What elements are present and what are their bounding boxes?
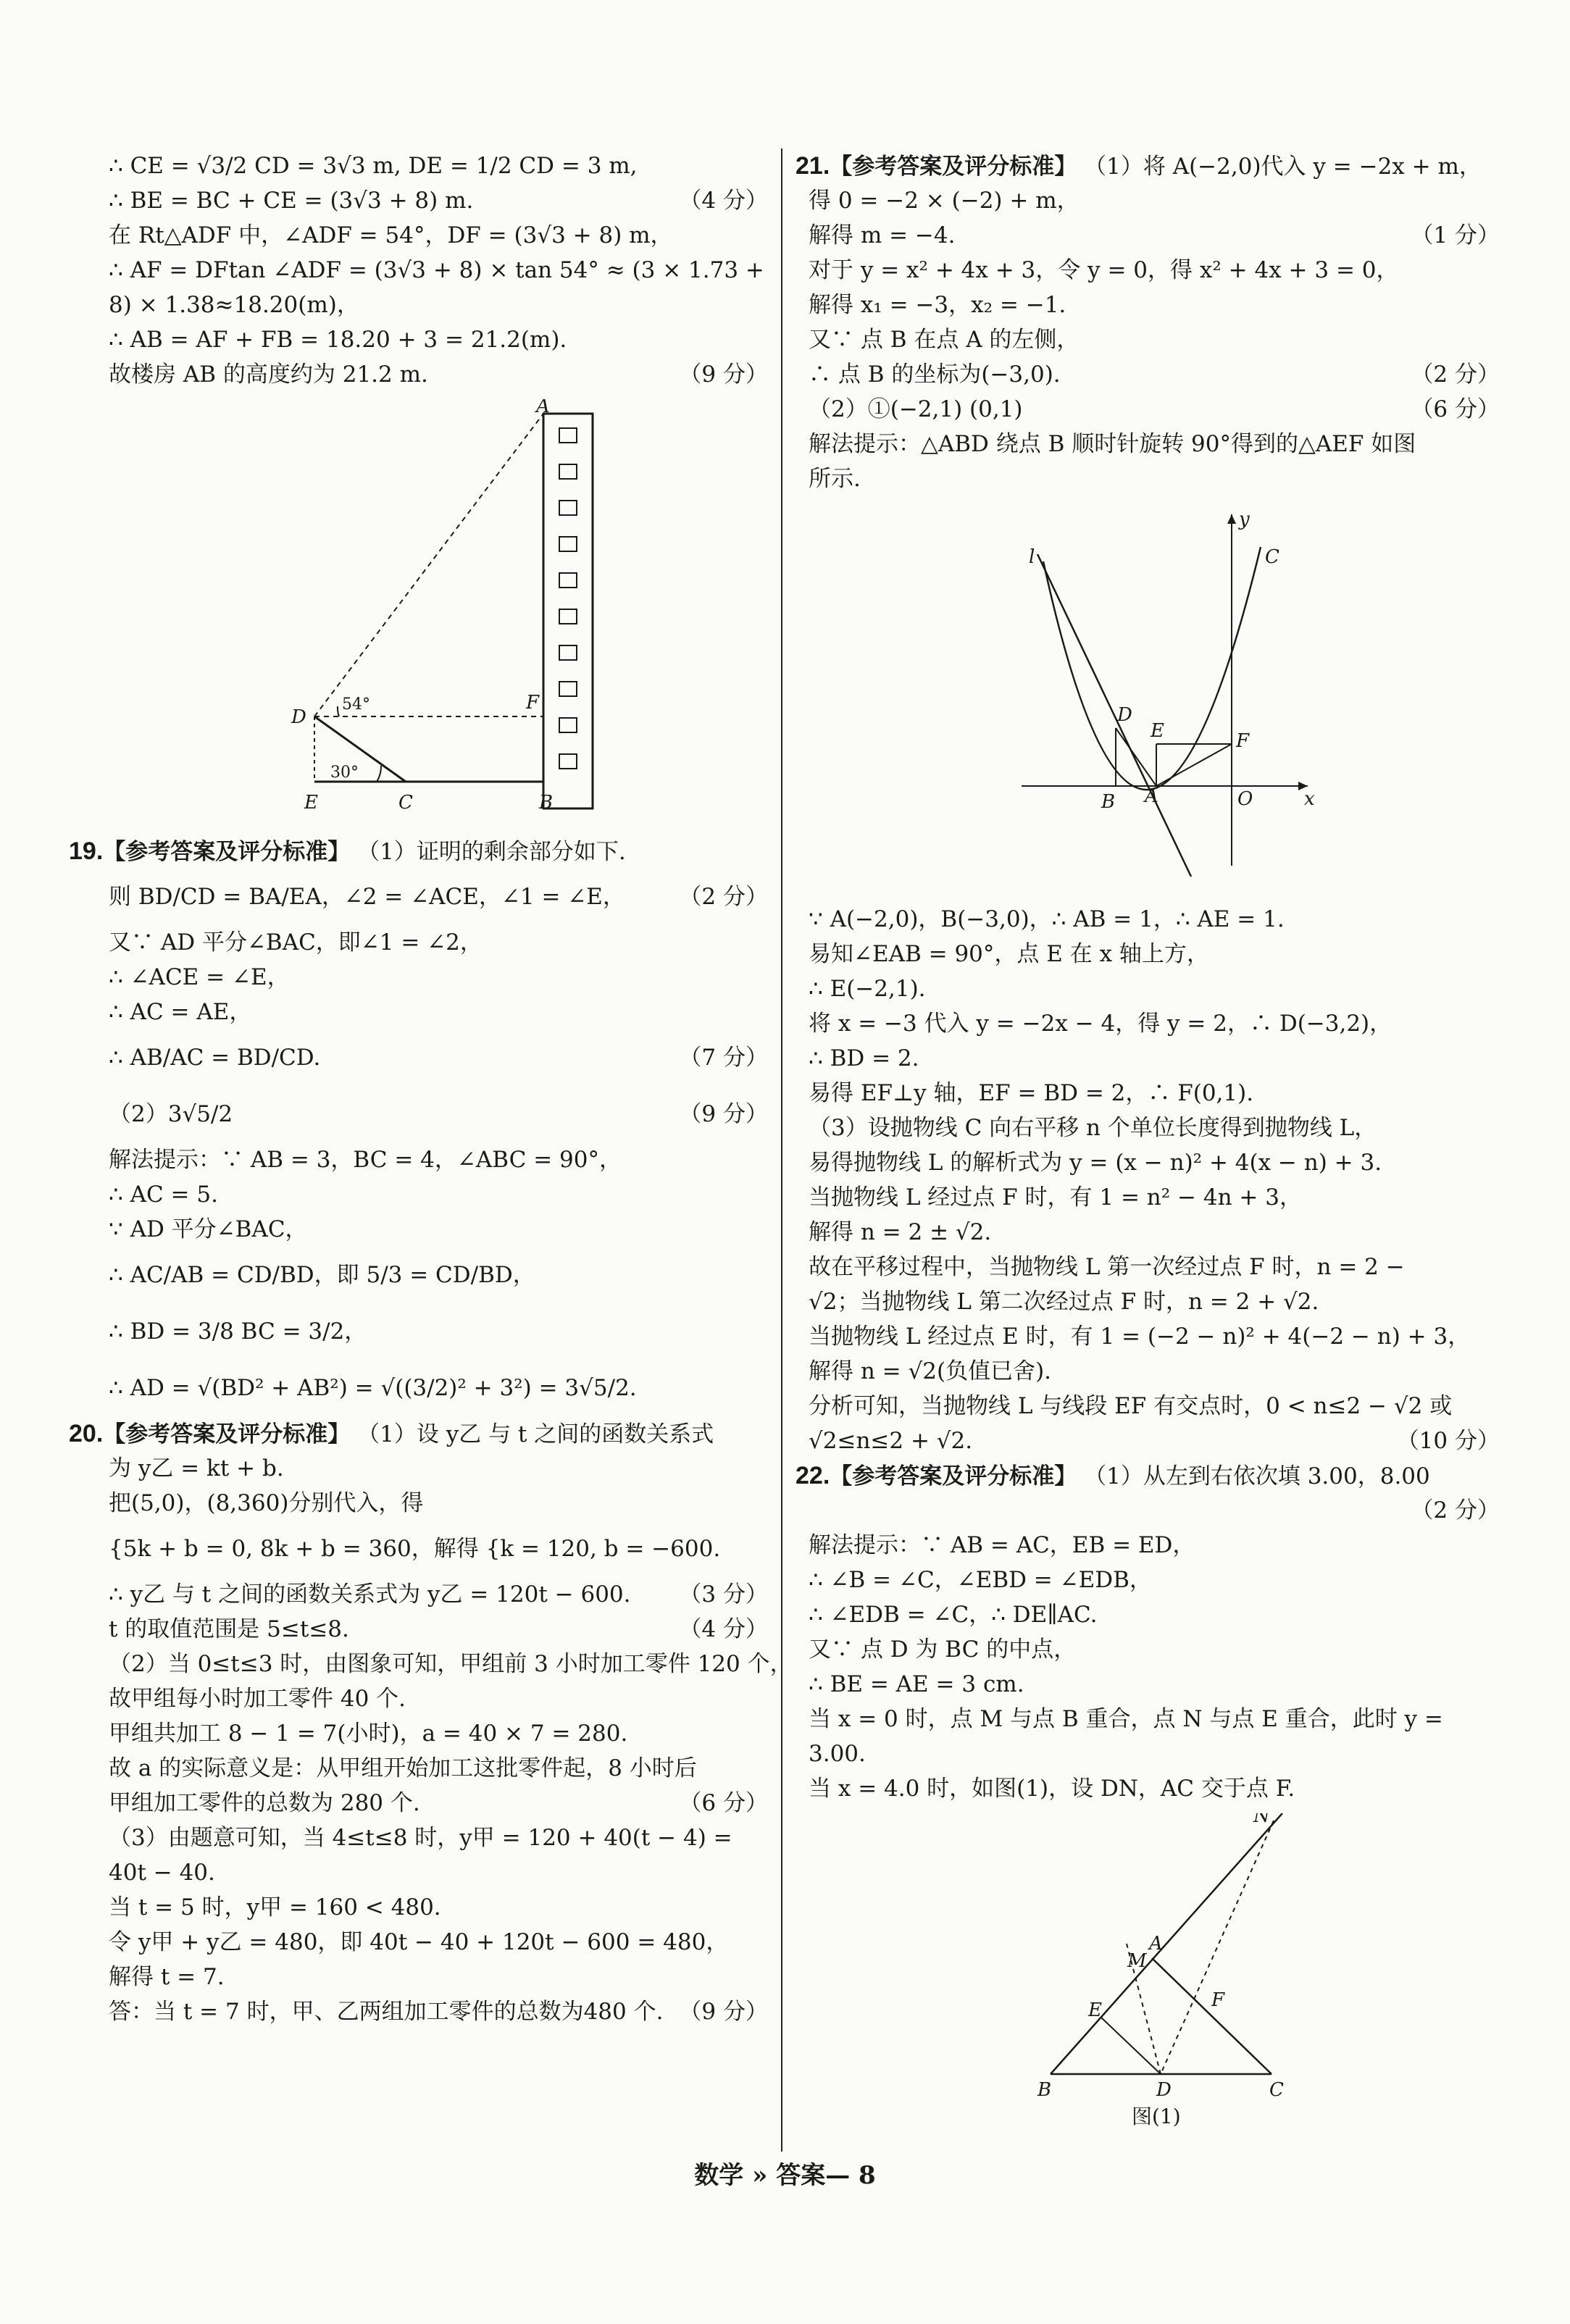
q21-line: 解得 n = 2 ± √2. <box>809 1219 992 1245</box>
q21-line: （3）设抛物线 C 向右平移 n 个单位长度得到抛物线 L， <box>809 1115 1377 1141</box>
axis-label-x: x <box>1304 788 1315 810</box>
point-label-C: C <box>1269 2079 1284 2101</box>
q22-line: ∴ BE = AE = 3 cm. <box>809 1671 1024 1697</box>
q22-line: 解法提示：∵ AB = AC，EB = ED， <box>809 1532 1195 1558</box>
q21-line: √2；当抛物线 L 第二次经过点 F 时，n = 2 + √2. <box>809 1289 1319 1315</box>
q20-line: t 的取值范围是 5≤t≤8. （4 分） <box>109 1616 768 1642</box>
q21-line: ∴ BD = 2. <box>809 1045 919 1071</box>
q21-line: 得 0 = −2 × (−2) + m， <box>809 188 1080 214</box>
line-label-l: l <box>1029 546 1035 568</box>
q20-line: （3）由题意可知，当 4≤t≤8 时，y甲 = 120 + 40(t − 4) = <box>109 1825 732 1851</box>
q21-line: √2≤n≤2 + √2. （10 分） <box>809 1428 1500 1454</box>
q19-line: ∴ ∠ACE = ∠E， <box>109 964 290 990</box>
q19-line: ∴ AB/AC = BD/CD. （7 分） <box>109 1045 768 1071</box>
q20-line: 为 y乙 = kt + b. <box>109 1455 284 1481</box>
point-label-F: F <box>1211 1989 1225 2011</box>
left-column <box>69 149 793 2029</box>
building-outline <box>543 414 593 808</box>
q20-line: 把(5,0)，(8,360)分别代入，得 <box>109 1490 424 1516</box>
q21-header: 21.【参考答案及评分标准】 （1）将 A(−2,0)代入 y = −2x + m， <box>796 152 1482 180</box>
point-label-N: N <box>1253 1813 1270 1827</box>
q21-line: 又∵ 点 B 在点 A 的左侧， <box>809 327 1080 353</box>
triangle-figure <box>804 1813 1500 2132</box>
point-label-O: O <box>1237 788 1253 810</box>
q19-line: ∴ BD = 3/8 BC = 3/2， <box>109 1318 367 1345</box>
q22-block <box>796 1458 1500 2132</box>
q22-line: ∴ ∠EDB = ∠C，∴ DE∥AC. <box>809 1602 1098 1628</box>
q19-line: 解法提示：∵ AB = 3，BC = 4，∠ABC = 90°， <box>109 1147 622 1173</box>
curve-label-C: C <box>1265 546 1279 568</box>
q20-line: 解得 t = 7. <box>109 1964 225 1990</box>
q21-line: 解得 m = −4. （1 分） <box>809 222 1500 248</box>
q19-block <box>69 834 768 1416</box>
footer-separator: » <box>752 2161 768 2190</box>
q21-block <box>796 149 1500 1458</box>
axis-label-y: y <box>1239 509 1250 530</box>
q21-line: 解得 n = √2(负值已舍). <box>809 1358 1052 1384</box>
angle-label-54: 54° <box>342 695 370 714</box>
q21-line: 易得抛物线 L 的解析式为 y = (x − n)² + 4(x − n) + 3. <box>809 1150 1382 1176</box>
segment-AC <box>1152 1958 1272 2074</box>
q21-line: 当抛物线 L 经过点 F 时，有 1 = n² − 4n + 3， <box>809 1184 1302 1211</box>
point-label-E: E <box>304 792 318 814</box>
q19-line: ∴ AC/AB = CD/BD，即 5/3 = CD/BD， <box>109 1262 535 1288</box>
q20-line: （2）当 0≤t≤3 时，由图象可知，甲组前 3 小时加工零件 120 个， <box>109 1651 793 1677</box>
point-label-D: D <box>291 706 306 728</box>
q20-block <box>69 1416 793 2029</box>
figure-caption: 图(1) <box>1132 2104 1181 2128</box>
q19-line: ∴ AC = AE， <box>109 999 252 1025</box>
q20-line: ∴ y乙 与 t 之间的函数关系式为 y乙 = 120t − 600. （3 分） <box>109 1581 768 1608</box>
q20-line: 答：当 t = 7 时，甲、乙两组加工零件的总数为480 个. （9 分） <box>109 1999 768 2025</box>
q18-line: 8) × 1.38≈18.20(m)， <box>109 292 359 318</box>
right-column <box>796 149 1500 2139</box>
q21-line: 故在平移过程中，当抛物线 L 第一次经过点 F 时，n = 2 − <box>809 1254 1405 1280</box>
point-label-F: F <box>526 692 540 714</box>
q21-line: ∴ 点 B 的坐标为(−3,0). （2 分） <box>809 361 1500 388</box>
y-axis-arrow <box>1227 514 1236 524</box>
q19-line: ∵ AD 平分∠BAC， <box>109 1216 308 1242</box>
q20-line: 40t − 40. <box>109 1860 215 1886</box>
point-label-A: A <box>536 399 550 417</box>
q21-line: 分析可知，当抛物线 L 与线段 EF 有交点时，0 < n≤2 − √2 或 <box>809 1393 1453 1419</box>
q21-line: 易得 EF⊥y 轴，EF = BD = 2，∴ F(0,1). <box>809 1080 1254 1106</box>
q19-header: 19.【参考答案及评分标准】 （1）证明的剩余部分如下. <box>69 837 626 865</box>
point-label-D: D <box>1156 2079 1172 2101</box>
point-label-D: D <box>1117 704 1132 726</box>
q18-line: ∴ AB = AF + FB = 18.20 + 3 = 21.2(m). <box>109 327 567 353</box>
q21-line: ∴ E(−2,1). <box>809 976 926 1002</box>
point-label-E: E <box>1088 1999 1102 2021</box>
point-label-E: E <box>1151 720 1164 742</box>
segment-ND <box>1161 1821 1274 2074</box>
point-label-M: M <box>1127 1950 1147 1972</box>
segment-ED <box>1101 2018 1161 2074</box>
q22-score-line: （2 分） <box>1411 1497 1500 1523</box>
angle-arc-54 <box>338 706 339 716</box>
parabola-diagram <box>804 503 1500 895</box>
q20-line: 甲组共加工 8 − 1 = 7(小时)，a = 40 × 7 = 280. <box>109 1721 628 1747</box>
q19-line: ∴ AD = √(BD² + AB²) = √((3/2)² + 3²) = 3√5/2. <box>109 1375 637 1401</box>
slope-line-DC <box>314 716 406 782</box>
q20-line: {5k + b = 0, 8k + b = 360，解得 {k = 120, b = −600. <box>109 1536 721 1562</box>
point-label-A: A <box>1149 1933 1163 1955</box>
building-diagram <box>109 399 768 827</box>
point-label-B: B <box>1101 791 1116 813</box>
footer-subject: 数学 <box>694 2161 744 2190</box>
q21-line: （2）①(−2,1) (0,1) （6 分） <box>809 396 1500 422</box>
column-divider <box>781 149 782 2152</box>
q22-line: 当 x = 0 时，点 M 与点 B 重合，点 N 与点 E 重合，此时 y = <box>809 1706 1443 1732</box>
line-BN <box>1051 1813 1282 2074</box>
q20-line: 故甲组每小时加工零件 40 个. <box>109 1686 406 1712</box>
building-windows <box>559 428 577 769</box>
q21-line: 解得 x₁ = −3，x₂ = −1. <box>809 292 1066 318</box>
triangle-diagram <box>804 1813 1500 2132</box>
angle-label-30: 30° <box>330 764 359 782</box>
point-label-A: A <box>1145 785 1158 807</box>
page-footer <box>0 2155 1570 2191</box>
q20-line: 故 a 的实际意义是：从甲组开始加工这批零件起，8 小时后 <box>109 1755 697 1781</box>
segment-AF <box>1156 744 1232 786</box>
q22-line: 又∵ 点 D 为 BC 的中点， <box>809 1637 1077 1663</box>
parabola-figure <box>804 503 1500 895</box>
q18-line: ∴ CE = √3/2 CD = 3√3 m, DE = 1/2 CD = 3 m, <box>109 153 638 179</box>
point-label-B: B <box>1037 2079 1052 2101</box>
q21-line: 将 x = −3 代入 y = −2x − 4，得 y = 2，∴ D(−3,2)， <box>809 1011 1392 1037</box>
q21-line: 易知∠EAB = 90°，点 E 在 x 轴上方， <box>809 941 1209 967</box>
q22-line: 当 x = 4.0 时，如图(1)，设 DN，AC 交于点 F. <box>809 1776 1295 1802</box>
q21-line: 解法提示：△ABD 绕点 B 顺时针旋转 90°得到的△AEF 如图 <box>809 431 1416 457</box>
q18-block <box>109 149 768 392</box>
q20-line: 令 y甲 + y乙 = 480，即 40t − 40 + 120t − 600 = 480， <box>109 1929 729 1955</box>
q20-line: 当 t = 5 时，y甲 = 160 < 480. <box>109 1894 441 1920</box>
q18-line: 在 Rt△ADF 中，∠ADF = 54°，DF = (3√3 + 8) m， <box>109 222 673 248</box>
angle-arc-30 <box>377 766 381 782</box>
line-l <box>1037 554 1191 877</box>
q19-line: 则 BD/CD = BA/EA，∠2 = ∠ACE，∠1 = ∠E， （2 分） <box>109 884 768 910</box>
q21-line: ∵ A(−2,0)，B(−3,0)，∴ AB = 1，∴ AE = 1. <box>809 906 1285 932</box>
q18-line: 故楼房 AB 的高度约为 21.2 m. （9 分） <box>109 361 768 388</box>
point-label-F: F <box>1236 730 1250 752</box>
q21-line: 对于 y = x² + 4x + 3，令 y = 0，得 x² + 4x + 3 = 0， <box>809 257 1399 283</box>
q18-line: ∴ BE = BC + CE = (3√3 + 8) m. （4 分） <box>109 188 768 214</box>
sight-line-DA <box>314 414 543 716</box>
q21-line: 所示. <box>809 466 861 492</box>
q22-header: 22.【参考答案及评分标准】 （1）从左到右依次填 3.00，8.00 <box>796 1462 1430 1489</box>
q22-line: 3.00. <box>809 1741 866 1767</box>
q19-line: ∴ AC = 5. <box>109 1182 218 1208</box>
q18-line: ∴ AF = DFtan ∠ADF = (3√3 + 8) × tan 54° ≈ (3 × 1.73 + <box>109 257 764 283</box>
q21-line: 当抛物线 L 经过点 E 时，有 1 = (−2 − n)² + 4(−2 − n) + 3， <box>809 1324 1471 1350</box>
footer-page: 答案— 8 <box>776 2161 876 2190</box>
q22-line: ∴ ∠B = ∠C，∠EBD = ∠EDB， <box>809 1567 1152 1593</box>
q19-line: （2）3√5/2 （9 分） <box>109 1101 768 1127</box>
building-figure <box>109 399 768 827</box>
parabola-C <box>1043 547 1261 790</box>
q20-header: 20.【参考答案及评分标准】 （1）设 y乙 与 t 之间的函数关系式 <box>69 1420 714 1447</box>
q19-line: 又∵ AD 平分∠BAC，即∠1 = ∠2， <box>109 929 483 956</box>
point-label-C: C <box>398 792 413 814</box>
q20-line: 甲组加工零件的总数为 280 个. （6 分） <box>109 1790 768 1816</box>
point-label-B: B <box>539 792 554 814</box>
